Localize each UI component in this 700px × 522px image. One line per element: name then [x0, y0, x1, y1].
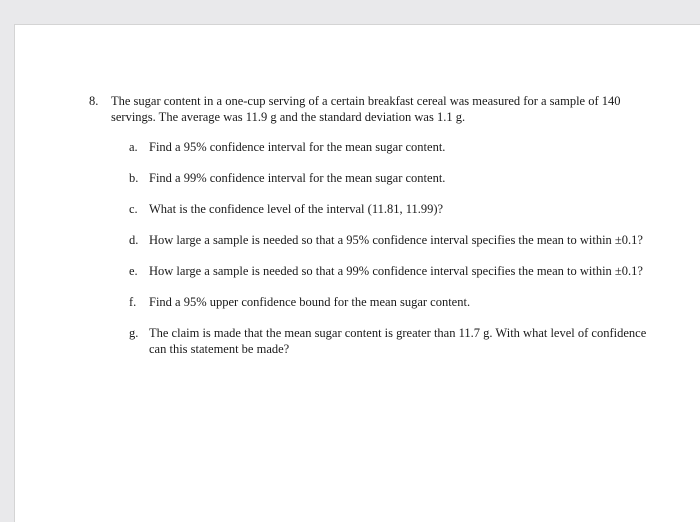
part-text: The claim is made that the mean sugar content is greater than 11.7 g. With what level of confidence can this statement be made?: [149, 326, 647, 356]
part-letter: g.: [129, 326, 139, 340]
part-b: [129, 170, 659, 186]
part-g: [129, 325, 659, 357]
document-page: [14, 24, 700, 522]
part-a: [129, 139, 659, 155]
problem-text: The sugar content in a one-cup serving of a certain breakfast cereal was measured for a sample of 140 servings. The average was 11.9 g and the standard deviation was 1.1 g.: [111, 94, 621, 124]
part-text: Find a 95% confidence interval for the mean sugar content.: [149, 140, 446, 154]
part-letter: c.: [129, 202, 138, 216]
part-text: How large a sample is needed so that a 99% confidence interval specifies the mean to within ±0.1?: [149, 264, 643, 278]
problem-8: [89, 93, 659, 372]
part-f: [129, 294, 659, 310]
part-text: Find a 99% confidence interval for the mean sugar content.: [149, 171, 446, 185]
part-letter: b.: [129, 171, 139, 185]
part-letter: e.: [129, 264, 138, 278]
part-e: [129, 263, 659, 279]
problem-statement: [89, 93, 659, 125]
part-letter: a.: [129, 140, 138, 154]
part-letter: d.: [129, 233, 139, 247]
part-d: [129, 232, 659, 248]
problem-parts: [89, 139, 659, 357]
part-letter: f.: [129, 295, 137, 309]
part-text: Find a 95% upper confidence bound for the mean sugar content.: [149, 295, 471, 309]
part-c: [129, 201, 659, 217]
problem-number: 8.: [89, 94, 99, 108]
part-text: How large a sample is needed so that a 95% confidence interval specifies the mean to within ±0.1?: [149, 233, 643, 247]
part-text: What is the confidence level of the interval (11.81, 11.99)?: [149, 202, 444, 216]
